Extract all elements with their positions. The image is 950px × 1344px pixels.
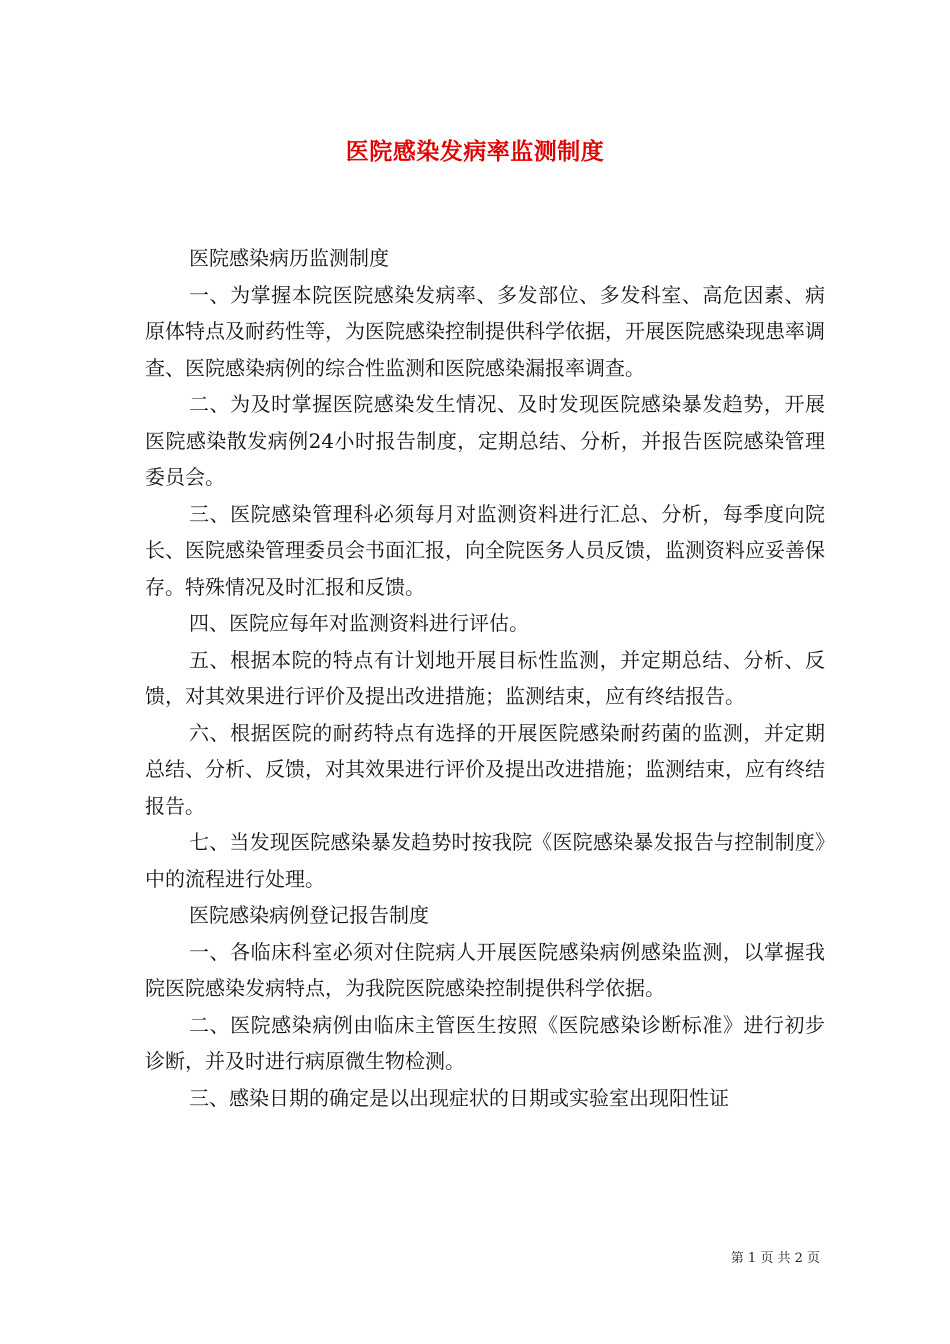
paragraph: 三、感染日期的确定是以出现症状的日期或实验室出现阳性证 [189,1085,729,1110]
paragraph: 三、医院感染管理科必须每月对监测资料进行汇总、分析，每季度向院长、医院感染管理委员会书面汇报，向全院医务人员反馈，监测资料应妥善保存。特殊情况及时汇报和反馈。 [145,501,825,599]
section-heading: 医院感染病历监测制度 [189,246,389,270]
paragraph: 四、医院应每年对监测资料进行评估。 [189,611,529,635]
paragraph: 二、为及时掌握医院感染发生情况、及时发现医院感染暴发趋势，开展医院感染散发病例24小时报告制度，定期总结、分析，并报告医院感染管理委员会。 [145,392,825,489]
paragraph: 一、为掌握本院医院感染发病率、多发部位、多发科室、高危因素、病原体特点及耐药性等，为医院感染控制提供科学依据，开展医院感染现患率调查、医院感染病例的综合性监测和医院感染漏报率调查。 [145,282,825,380]
document-title: 医院感染发病率监测制度 [345,138,605,165]
document-body [145,240,825,1116]
paragraph: 二、医院感染病例由临床主管医生按照《医院感染诊断标准》进行初步诊断，并及时进行病原微生物检测。 [145,1012,825,1073]
paragraph: 一、各临床科室必须对住院病人开展医院感染病例感染监测，以掌握我院医院感染发病特点，为我院医院感染控制提供科学依据。 [145,939,825,1000]
paragraph: 七、当发现医院感染暴发趋势时按我院《医院感染暴发报告与控制制度》中的流程进行处理。 [145,830,825,891]
paragraph: 五、根据本院的特点有计划地开展目标性监测，并定期总结、分析、反馈，对其效果进行评价及提出改进措施；监测结束，应有终结报告。 [145,647,825,708]
paragraph: 六、根据医院的耐药特点有选择的开展医院感染耐药菌的监测，并定期总结、分析、反馈，对其效果进行评价及提出改进措施；监测结束，应有终结报告。 [145,720,825,818]
section-heading: 医院感染病例登记报告制度 [189,903,429,927]
page-number: 第 1 页 共 2 页 [730,1251,820,1266]
